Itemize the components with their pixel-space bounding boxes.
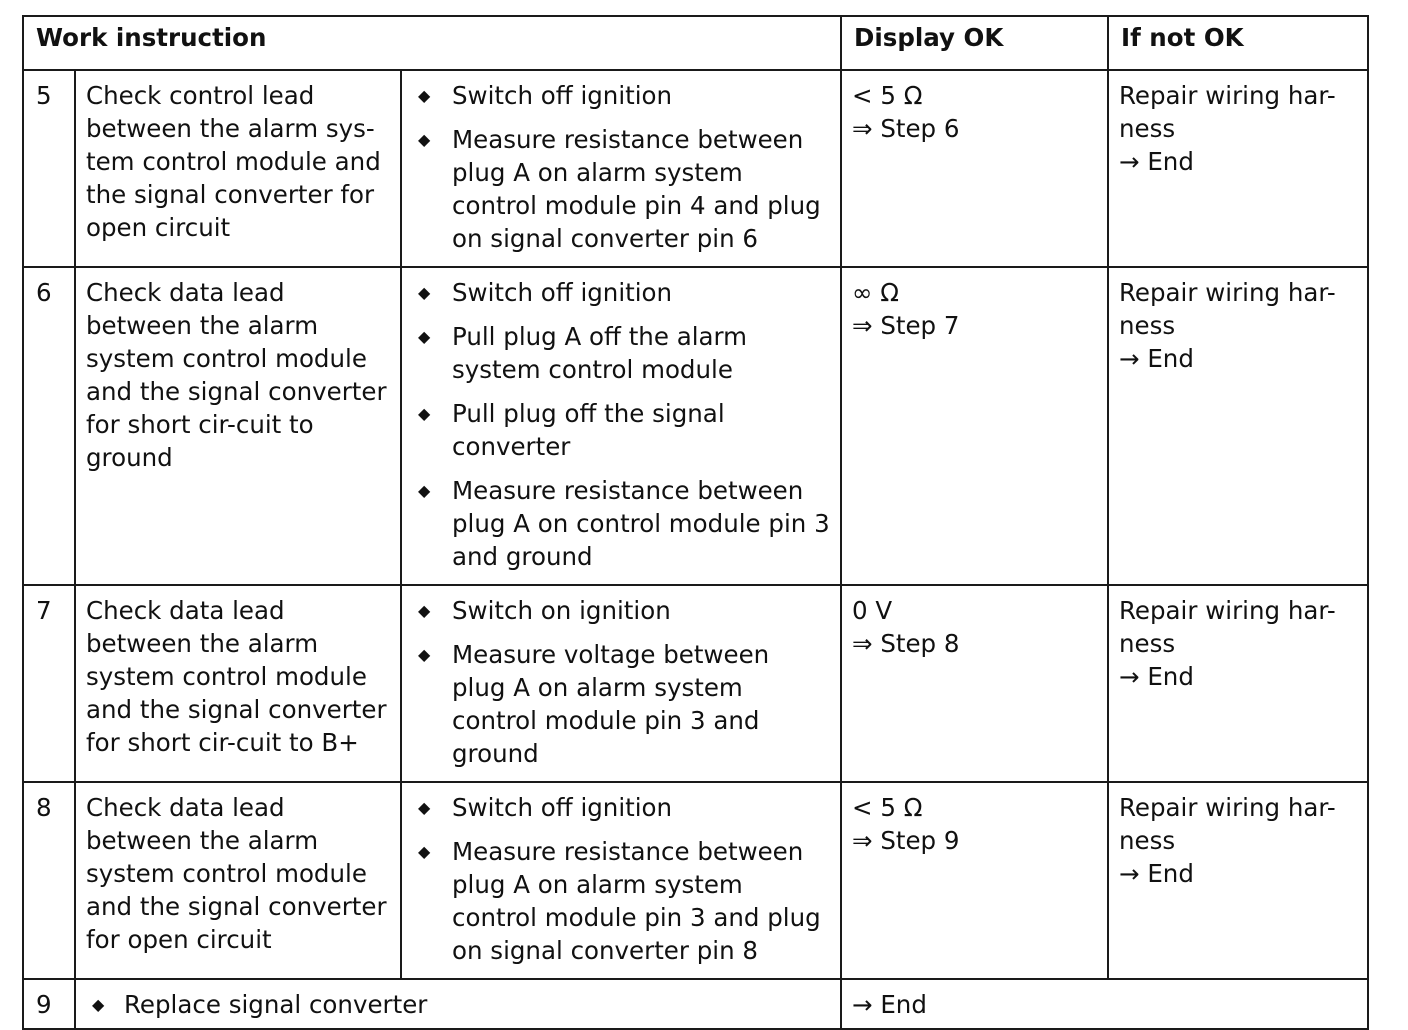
diamond-bullet-icon: ◆ (418, 645, 431, 664)
diamond-bullet-icon: ◆ (418, 842, 431, 861)
end-result: → End (1119, 662, 1194, 691)
diamond-bullet-icon: ◆ (418, 404, 431, 423)
table-row (23, 267, 1368, 585)
if-not-ok-cell (1108, 267, 1368, 585)
table-row (23, 782, 1368, 979)
end-result: → End (1119, 344, 1194, 373)
end-result: → End (1119, 859, 1194, 888)
diamond-bullet-icon: ◆ (418, 283, 431, 302)
final-result-cell: → End (841, 979, 1368, 1029)
list-item: ◆ Measure voltage between plug A on alarm system control module pin 3 and ground (418, 640, 770, 768)
display-value: 0 V (852, 596, 893, 625)
check-description: Check data lead between the alarm system control module and the signal converter for open circuit (75, 782, 401, 979)
next-step-link: ⇒ Step 7 (852, 311, 960, 340)
table-row (23, 979, 1368, 1029)
header-if-not-ok: If not OK (1108, 16, 1368, 70)
if-not-ok-cell (1108, 585, 1368, 782)
display-ok-cell (841, 585, 1108, 782)
next-step-link: ⇒ Step 8 (852, 629, 960, 658)
repair-action: Repair wiring har-ness (1119, 793, 1336, 855)
display-ok-cell (841, 267, 1108, 585)
table-row (23, 70, 1368, 267)
display-value: < 5 Ω (852, 793, 923, 822)
if-not-ok-cell (1108, 70, 1368, 267)
list-item: ◆ Switch on ignition (418, 596, 671, 625)
diamond-bullet-icon: ◆ (418, 130, 431, 149)
list-item: ◆ Replace signal converter (92, 990, 428, 1019)
instruction-cell (401, 585, 841, 782)
list-item: ◆ Switch off ignition (418, 278, 673, 307)
step-number: 8 (23, 782, 75, 979)
diamond-bullet-icon: ◆ (418, 798, 431, 817)
diamond-bullet-icon: ◆ (92, 995, 105, 1014)
step-number: 6 (23, 267, 75, 585)
instruction-cell (401, 267, 841, 585)
next-step-link: ⇒ Step 6 (852, 114, 960, 143)
display-value: < 5 Ω (852, 81, 923, 110)
end-result: → End (1119, 147, 1194, 176)
list-item: ◆ Switch off ignition (418, 81, 673, 110)
list-item: ◆ Measure resistance between plug A on control module pin 3 and ground (418, 476, 830, 571)
check-description: Check data lead between the alarm system control module and the signal converter for short cir-cuit to B+ (75, 585, 401, 782)
display-value: ∞ Ω (852, 278, 899, 307)
step-number: 7 (23, 585, 75, 782)
check-description: Check control lead between the alarm sys-tem control module and the signal converter for open circuit (75, 70, 401, 267)
step-number: 5 (23, 70, 75, 267)
diamond-bullet-icon: ◆ (418, 327, 431, 346)
repair-action: Repair wiring har-ness (1119, 278, 1336, 340)
display-ok-cell (841, 70, 1108, 267)
diamond-bullet-icon: ◆ (418, 86, 431, 105)
step-number: 9 (23, 979, 75, 1029)
check-description: Check data lead between the alarm system control module and the signal converter for short cir-cuit to ground (75, 267, 401, 585)
list-item: ◆ Measure resistance between plug A on alarm system control module pin 3 and plug on signal converter pin 8 (418, 837, 821, 965)
next-step-link: ⇒ Step 9 (852, 826, 960, 855)
list-item: ◆ Pull plug off the signal converter (418, 399, 725, 461)
list-item: ◆ Measure resistance between plug A on alarm system control module pin 4 and plug on signal converter pin 6 (418, 125, 821, 253)
instruction-cell (401, 782, 841, 979)
instruction-cell (75, 979, 841, 1029)
repair-action: Repair wiring har-ness (1119, 596, 1336, 658)
repair-action: Repair wiring har-ness (1119, 81, 1336, 143)
instruction-cell (401, 70, 841, 267)
header-display-ok: Display OK (841, 16, 1108, 70)
header-work-instruction: Work instruction (23, 16, 841, 70)
display-ok-cell (841, 782, 1108, 979)
work-instruction-table (22, 15, 1369, 1030)
list-item: ◆ Switch off ignition (418, 793, 673, 822)
if-not-ok-cell (1108, 782, 1368, 979)
diamond-bullet-icon: ◆ (418, 601, 431, 620)
table-row (23, 585, 1368, 782)
diamond-bullet-icon: ◆ (418, 481, 431, 500)
list-item: ◆ Pull plug A off the alarm system control module (418, 322, 748, 384)
table-header-row (23, 16, 1368, 70)
